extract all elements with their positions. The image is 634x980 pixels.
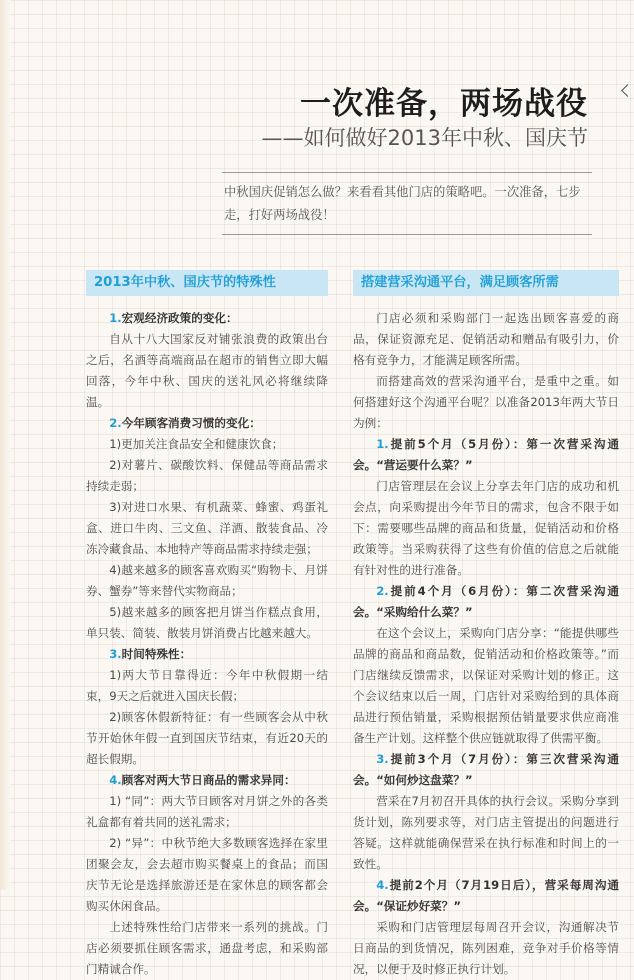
body-paragraph: 1)更加关注食品安全和健康饮食； xyxy=(109,437,284,451)
numbered-heading xyxy=(86,644,328,665)
page-title: 一次准备，两场战役 xyxy=(300,86,588,122)
heading-number: 1. xyxy=(376,437,389,451)
right-column xyxy=(353,270,619,980)
body-paragraph: 2)顾客休假新特征：有一些顾客会从中秋节开始休年假一直到国庆节结束，有近20天的超长假期。 xyxy=(86,710,328,766)
heading-number: 4. xyxy=(109,773,122,787)
left-column xyxy=(86,270,328,980)
body-paragraph: 而搭建高效的营采沟通平台，是重中之重。如何搭建好这个沟通平台呢？以准备2013年两大节日为例： xyxy=(353,374,619,430)
numbered-heading xyxy=(353,434,619,476)
body-paragraph: 在这个会议上，采购向门店分享：“能提供哪些品牌的商品和商品数，促销活动和价格政策等。”而门店继续反馈需求，以保证对采购计划的修正。这个会议结束以后一周，门店针对采购给到的具体商品进行预估销量，采购根据预估销量要求供应商准备生产计划。这样整个供应链就取得了供需平衡。 xyxy=(353,626,619,745)
heading-text: 今年顾客消费习惯的变化： xyxy=(121,416,261,430)
page-edge xyxy=(0,0,10,890)
heading-text: 提前4个月（6月份）：第二次营采沟通会。“采购给什么菜？” xyxy=(353,584,619,619)
body-paragraph: 上述特殊性给门店带来一系列的挑战。门店必须要抓住顾客需求，通盘考虑，和采购部门精诚合作。 xyxy=(86,920,328,976)
heading-number: 2. xyxy=(376,584,389,598)
left-column-body xyxy=(86,308,328,980)
heading-number: 2. xyxy=(109,416,122,430)
heading-text: 提前2个月（7月19日后），营采每周沟通会。“保证炒好菜？” xyxy=(353,878,619,913)
numbered-heading xyxy=(353,875,619,917)
body-paragraph: 5)越来越多的顾客把月饼当作糕点食用，单只装、简装、散装月饼消费占比越来越大。 xyxy=(86,605,328,640)
numbered-heading xyxy=(353,749,619,791)
section-heading-right: 搭建营采沟通平台，满足顾客所需 xyxy=(353,270,619,296)
heading-text: 宏观经济政策的变化： xyxy=(121,311,238,325)
numbered-heading xyxy=(86,770,328,791)
body-paragraph: 采购和门店管理层每周召开会议，沟通解决节日商品的到货情况，陈列困难，竞争对手价格等情况，以便于及时修正执行计划。 xyxy=(353,920,619,976)
body-paragraph: 1) “同”：两大节日顾客对月饼之外的各类礼盒都有着共同的送礼需求； xyxy=(86,794,328,829)
section-heading-left: 2013年中秋、国庆节的特殊性 xyxy=(86,270,328,296)
body-paragraph: 3)对进口水果、有机蔬菜、蜂蜜、鸡蛋礼盒、进口牛肉、三文鱼、洋酒、散装食品、冷冻冷藏食品、本地特产等商品需求持续走强； xyxy=(86,500,328,556)
body-paragraph: 2)对薯片、碳酸饮料、保健品等商品需求持续走弱； xyxy=(86,458,328,493)
chevron-left-icon[interactable] xyxy=(621,84,634,97)
body-paragraph: 营采在7月初召开具体的执行会议。采购分享到货计划，陈列要求等，对门店主管提出的问题进行答疑。这样就能确保营采在执行标准和时间上的一致性。 xyxy=(353,794,619,871)
page-subtitle: ——如何做好2013年中秋、国庆节 xyxy=(261,126,588,150)
right-column-body xyxy=(353,308,619,980)
numbered-heading xyxy=(86,413,328,434)
heading-text: 提前5个月（5月份）：第一次营采沟通会。“营运要什么菜？” xyxy=(353,437,619,472)
heading-number: 3. xyxy=(376,752,389,766)
body-paragraph: 自从十八大国家反对铺张浪费的政策出台之后，名酒等高端商品在超市的销售立即大幅回落，今年中秋、国庆的送礼风必将继续降温。 xyxy=(86,332,328,409)
heading-number: 1. xyxy=(109,311,122,325)
heading-number: 3. xyxy=(109,647,122,661)
body-paragraph: 门店必须和采购部门一起选出顾客喜爱的商品，保证资源充足、促销活动和赠品有吸引力，价格有竞争力，才能满足顾客所需。 xyxy=(353,311,619,367)
body-paragraph: 门店管理层在会议上分享去年门店的成功和机会点，向采购提出今年节日的需求，包含不限于如下：需要哪些品牌的商品和货量，促销活动和价格政策等。当采购获得了这些有价值的信息之后就能有针对性的进行准备。 xyxy=(353,479,619,577)
intro-box: 中秋国庆促销怎么做？来看看其他门店的策略吧。一次准备，七步走，打好两场战役！ xyxy=(222,172,592,235)
heading-text: 顾客对两大节日商品的需求异同： xyxy=(121,773,296,787)
heading-text: 时间特殊性： xyxy=(121,647,192,661)
heading-number: 4. xyxy=(376,878,389,892)
numbered-heading xyxy=(353,581,619,623)
body-paragraph: 2) “异”：中秋节绝大多数顾客选择在家里团聚会友，会去超市购买餐桌上的食品；而国庆节无论是选择旅游还是在家休息的顾客都会购买休闲食品。 xyxy=(86,836,328,913)
body-paragraph: 4)越来越多的顾客喜欢购买“购物卡、月饼券、蟹券”等来替代实物商品； xyxy=(86,563,328,598)
heading-text: 提前3个月（7月份）：第三次营采沟通会。“如何炒这盘菜？” xyxy=(353,752,619,787)
body-paragraph: 1)两大节日靠得近：今年中秋假期一结束，9天之后就进入国庆长假； xyxy=(86,668,328,703)
numbered-heading xyxy=(86,308,328,329)
